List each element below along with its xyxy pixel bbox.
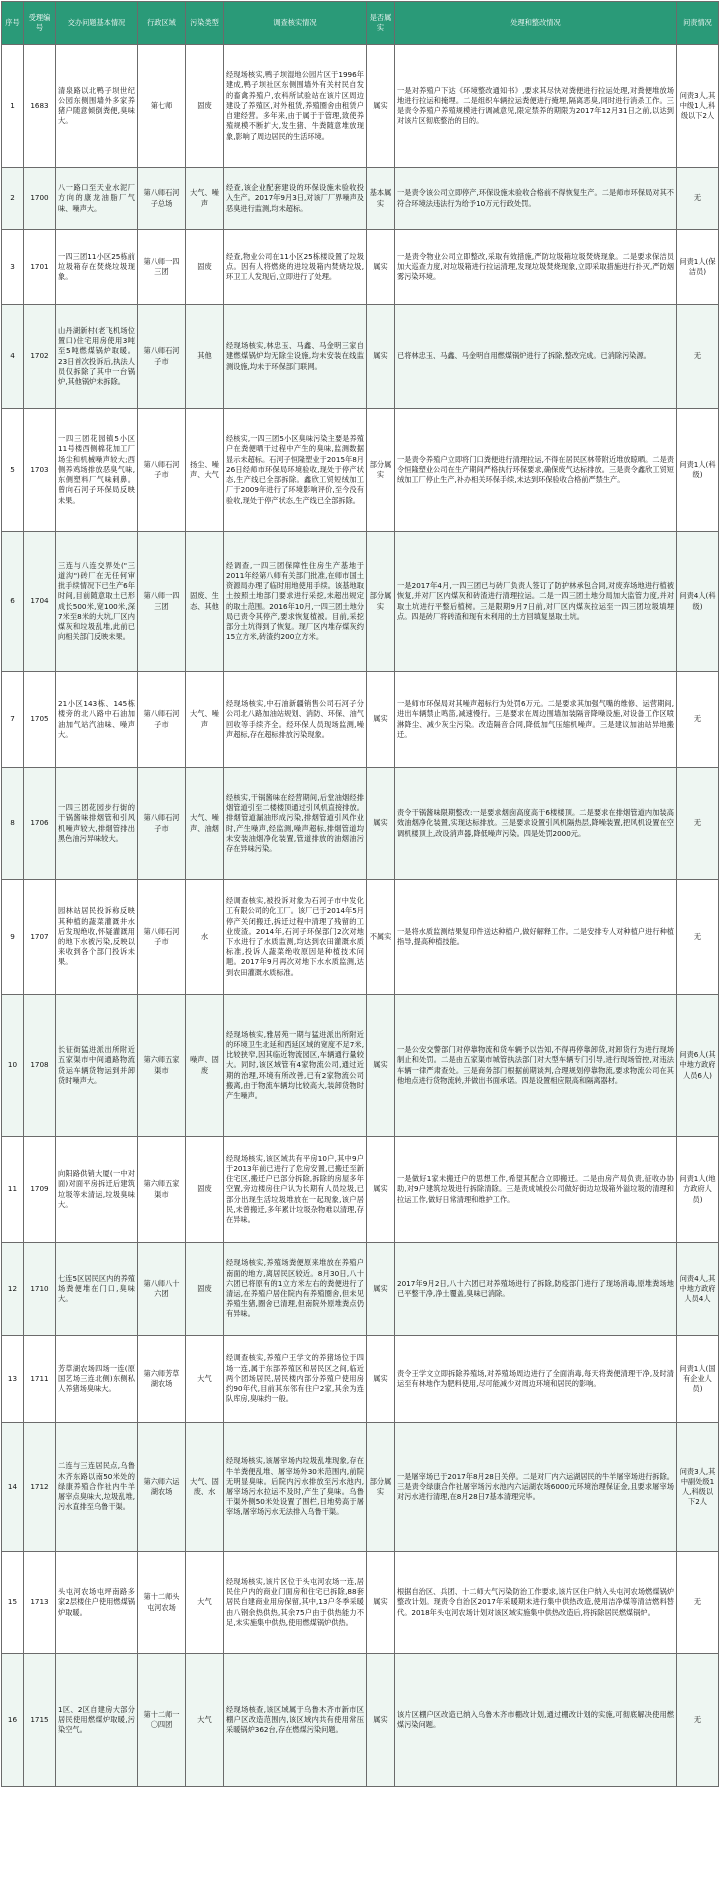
cell-account: 问责1人(科级) [677,409,719,532]
cell-region: 第八师一四三团 [138,230,186,305]
cell-verify: 经调查,一四三团保障性住房生产基地于2011年经第八师有关部门批准,在师市国土资源局办理了临时用地使用手续。该基地取土按照土地部门要求进行采挖,未超出规定的取土范围。2016年10月,一四三团土地分局已责令其停产,要求恢复植被。目前,采挖部分土坑得到了恢复。现厂区内堆存煤灰约15立方米,砖渣约200立方米。 [224,532,367,672]
cell-verify: 经查,该企业配套建设的环保设施未验收投入生产。2017年9月3日,对该厂厂界噪声及恶臭进行监测,均未超标。 [224,168,367,230]
cell-issue: 一四三团花园步行街的干锅酱味排烟管和引风机噪声较大,排烟管排出黑色油污异味较大。 [56,768,138,880]
cell-fact: 基本属实 [367,168,395,230]
cell-no: 2 [2,168,24,230]
table-row [2,1654,719,1787]
cell-type: 固废 [186,230,224,305]
header-region: 行政区域 [138,2,186,45]
cell-verify: 经现场核实,该区域共有平房10户,其中9户于2013年前已进行了危房安置,已搬迁至新住宅区,搬迁户已部分拆除,拆除的房屋多年空置,旁边楼房住户认为长期有人员垃圾,已部分出现生活垃圾堆放在一起现象,该户居民,未曾搬迁,多年累计垃圾杂物难以清理,存在异味。 [224,1137,367,1243]
cell-verify: 经调查核实,被投诉对象为石河子市中发化工有限公司的化工厂。该厂已于2014年5月停产关闭搬迁,拆迁过程中清理了残留的工业废渣。2014年,石河子环保部门2次对地下水进行了水质监测,均达到农田灌溉水质标准,投诉人蔬菜绝收原因是种植技术问题。2017年9月再次对地下水水质监测,达到农田灌溉水质标准。 [224,880,367,995]
cell-handling: 一是2017年4月,一四三团已与砖厂负责人签订了防护林承包合同,对废弃场地进行植被恢复,并对厂区内煤灰和砖渣进行清理拉运。二是一四三团土地分局加大监管力度,并对取土坑进行平整后植树。三是限期9月7日前,对厂区内煤灰拉运至一四三团垃圾填埋点。四是砖厂将砖渣和现有未利用的土方回填复垦取土坑。 [395,532,677,672]
cell-no: 14 [2,1423,24,1552]
cell-code: 1700 [24,168,56,230]
cell-account: 问责1人(保洁员) [677,230,719,305]
table-row [2,45,719,168]
cell-region: 第八师八十六团 [138,1243,186,1336]
cell-region: 第八师一四三团 [138,532,186,672]
cell-verify: 经现场核实,雅居苑一期与猛进派出所附近的环境卫生北延和西延区域的宽度不足7米,比较狭窄,因其临近物流园区,车辆通行量较大。同时,该区域管有4家物流公司,通过近期的治理,环境有所改善,已有2家物流公司搬离,由于物流车辆均比较高大,装卸货物时产生噪声。 [224,995,367,1137]
cell-verify: 经现场核实,鸭子坝湿地公园片区于1996年建成,鸭子坝社区东侧围墙外有关村民自发的畜禽养殖户,农科所试验站在该片区周边建设了养殖区,对外租赁,养殖圈舍由租赁户自建经营。多年来,由于属于于管理,致使养殖规模不断扩大,发生猪、牛粪随意堆放现象,影响了周边居民的生活环境。 [224,45,367,168]
cell-issue: 园林站居民投诉称反映其种植的蔬菜灌溉井水后发现绝收,怀疑灌溉用的地下水被污染,反映以来收到各个部门投诉未果。 [56,880,138,995]
cell-fact: 属实 [367,1243,395,1336]
cell-account: 无 [677,768,719,880]
cell-account: 问责3人,其中级1人,科级以下2人 [677,45,719,168]
cell-account: 无 [677,880,719,995]
cell-issue: 七连5区居民区内的养殖场粪便堆在门口,臭味大。 [56,1243,138,1336]
cell-handling: 一是屠宰场已于2017年8月28日关停。二是对厂内六运湖居民的牛羊屠宰场进行拆除。三是责令绿康合作社屠宰场污水池内六运湖农场6000元环境治理保证金,且要求屠宰场对污水进行清理,在8月28日7基本清理完毕。 [395,1423,677,1552]
cell-verify: 经现场核实,林忠玉、马鑫、马金明三家自建燃煤锅炉均无除尘设施,均未安装在线监测设施,均未于环保部门联网。 [224,305,367,409]
cell-account: 问责4人(科级) [677,532,719,672]
cell-code: 1712 [24,1423,56,1552]
cell-issue: 长征街猛进派出所附近五家渠市中间通路物流货运车辆货物运到并卸货时噪声大。 [56,995,138,1137]
cell-code: 1707 [24,880,56,995]
cell-code: 1706 [24,768,56,880]
cell-fact: 属实 [367,1336,395,1423]
cell-type: 噪声、固废 [186,995,224,1137]
cell-no: 11 [2,1137,24,1243]
cell-type: 水 [186,880,224,995]
cell-issue: 头屯河农场屯坪南路多家2层楼住户使用燃煤锅炉取暖。 [56,1552,138,1654]
cell-handling: 责令王学文立即拆除养殖场,对养殖场周边进行了全面消毒,每天将粪便清理干净,及时清运至有林地作为肥料使用,尽可能减少对周边环境和居民的影响。 [395,1336,677,1423]
cell-handling: 一是责令物业公司立即整改,采取有效措施,严防垃圾箱垃圾焚烧现象。二是要求保洁员加大巡查力度,对垃圾箱进行拉运清理,发现垃圾焚烧现象,立即采取措施进行扑灭,严防烟雾污染环境。 [395,230,677,305]
cell-account: 无 [677,168,719,230]
cell-handling: 已将林忠玉、马鑫、马金明自用燃煤锅炉进行了拆除,整改完成。已消除污染源。 [395,305,677,409]
cell-type: 大气、固废、水 [186,1423,224,1552]
table-row [2,168,719,230]
cell-region: 第六师芳草湖农场 [138,1336,186,1423]
header-account: 问责情况 [677,2,719,45]
cell-fact: 属实 [367,1654,395,1787]
cell-account: 问责6人(其中地方政府人员6人) [677,995,719,1137]
cell-type: 大气 [186,1654,224,1787]
cell-code: 1704 [24,532,56,672]
cell-type: 固废 [186,1137,224,1243]
cell-region: 第八师石河子市 [138,409,186,532]
cell-issue: 清泉路以北鸭子坝世纪公园东侧围墙外多家养猪户随意倾倒粪便,臭味大。 [56,45,138,168]
cell-issue: 八一路口至天业水泥厂方向的康龙油脂厂气味、噪声大。 [56,168,138,230]
cell-no: 7 [2,672,24,768]
cell-no: 5 [2,409,24,532]
table-row [2,880,719,995]
cell-handling: 一是做好1家未搬迁户的思想工作,希望其配合立即搬迁。二是由房产局负责,征收办协助,对9户建筑垃圾进行拆除清除。三是责成城投公司做好街边垃圾箱外溢垃圾的清理和拉运工作,做好日常清理和维护工作。 [395,1137,677,1243]
cell-code: 1710 [24,1243,56,1336]
cell-handling: 根据自治区、兵团、十二师大气污染防治工作要求,该片区住户纳入头屯河农场燃煤锅炉整改计划。现责令自治区2017年采暖期未进行集中供热改造,使用洁净煤等清洁燃料替代。2018年头屯河农场计划对该区域实施集中供热改造后,将拆除居民燃煤锅炉。 [395,1552,677,1654]
table-row [2,1552,719,1654]
cell-verify: 经调查核实,养殖户王学文的养猪场位于四场一连,属于东部养殖区和居民区之间,临近两个团场居民,居民楼内部分养殖户使用房约90年代,目前其东邻有住户2家,其余为连队库房,臭味约一般。 [224,1336,367,1423]
cell-issue: 一四三团11小区25栋前垃圾箱存在焚烧垃圾现象。 [56,230,138,305]
cell-fact: 属实 [367,672,395,768]
cell-code: 1683 [24,45,56,168]
table-row [2,768,719,880]
table-row [2,532,719,672]
cell-no: 10 [2,995,24,1137]
cell-issue: 山丹湖新村(老飞机场位置口)住宅用房使用3吨至5吨燃煤锅炉取暖。23日首次投诉后,执法人员仅拆除了其中一台锅炉,其他锅炉未拆除。 [56,305,138,409]
cell-fact: 属实 [367,768,395,880]
cell-type: 其他 [186,305,224,409]
cell-account: 无 [677,305,719,409]
table-row [2,995,719,1137]
cell-handling: 一是公安交警部门对停靠物流和货车辆予以告知,不得再停靠卸货,对卸货行为进行现场制止和处罚。二是由五家渠市城管执法部门对大型车辆专门引导,进行现场管控,对违法车辆一律严肃查处。三是商务部门根据前期谈判,合理规划停靠物流,要求物流公司在其他地点进行货物流转,并做出书面承诺。四是设置相应限高和隔离器材。 [395,995,677,1137]
cell-region: 第八师石河子市 [138,305,186,409]
cell-fact: 属实 [367,45,395,168]
cell-code: 1705 [24,672,56,768]
cell-code: 1701 [24,230,56,305]
cell-account: 问责1人(地方政府人员) [677,1137,719,1243]
cell-code: 1702 [24,305,56,409]
cell-account: 无 [677,672,719,768]
cell-no: 16 [2,1654,24,1787]
table-row [2,1336,719,1423]
cell-no: 15 [2,1552,24,1654]
cell-fact: 部分属实 [367,1423,395,1552]
cell-fact: 部分属实 [367,409,395,532]
cell-account: 无 [677,1654,719,1787]
cell-fact: 属实 [367,995,395,1137]
cell-handling: 一是责令养殖户立即将门口粪便进行清理拉运,不得在居民区林带附近堆放晾晒。二是责令恒隆塑业公司在生产期间严格执行环保要求,确保废气达标排放。三是责令鑫欣工贸短绒加工厂停止生产,补办相关环保手续,未达到环保验收合格前严禁生产。 [395,409,677,532]
cell-verify: 经现场核实,该片区位于头屯河农场一连,居民住户内的商业门面房和住宅已拆除,88套居民自建商业用房保留,其中,13户冬季采暖由八钢余热供热,其余75户由于供热能力不足,未实施集中供热,使用燃煤锅炉供热。 [224,1552,367,1654]
cell-fact: 属实 [367,1137,395,1243]
complaint-table [1,1,719,1787]
header-type: 污染类型 [186,2,224,45]
cell-verify: 经现场核实,中石油新疆销售公司石河子分公司北八路加油站规划、消防、环保、油气回收等手续齐全。经环保人员现场监测,噪声超标,存在超标排放污染现象。 [224,672,367,768]
cell-code: 1708 [24,995,56,1137]
cell-no: 12 [2,1243,24,1336]
cell-issue: 21小区143栋、145栋楼旁的北八路中石油加油加气站汽油味、噪声大。 [56,672,138,768]
cell-fact: 属实 [367,305,395,409]
cell-no: 6 [2,532,24,672]
table-row [2,1423,719,1552]
cell-region: 第八师石河子市 [138,672,186,768]
cell-handling: 一是将水质监测结果复印件送达种植户,做好解释工作。二是安排专人对种植户进行种植指导,提高种植技能。 [395,880,677,995]
cell-no: 8 [2,768,24,880]
cell-region: 第八师石河子总场 [138,168,186,230]
cell-no: 9 [2,880,24,995]
cell-fact: 不属实 [367,880,395,995]
cell-handling: 责令干锅酱味限期整改:一是要求烟囱高度高于6楼楼顶。二是要求在排烟管道内加装高效油烟净化装置,实现达标排放。三是要求设置引风机隔热层,降噪装置,把风机设置在空调机楼顶上,改设消声器,降低噪声污染。四是处罚2000元。 [395,768,677,880]
cell-account: 问责1人(国有企业人员) [677,1336,719,1423]
cell-issue: 一四三团花园镇5小区11号楼西侧棉花加工厂场尘和机械噪声较大;西侧养鸡场排放恶臭气味,东侧塑料厂气味刺鼻。曾向石河子环保局反映未果。 [56,409,138,532]
cell-region: 第十二师一〇四团 [138,1654,186,1787]
table-row [2,1243,719,1336]
cell-issue: 三连与八连交界处("三道沟")砖厂在无任何审批手续情况下已生产6年时间,目前随意取土已形成长500米,宽100米,深7米至8米的大坑,厂区内煤灰和垃圾乱堆,此前已向相关部门反映未果。 [56,532,138,672]
cell-region: 第七师 [138,45,186,168]
cell-type: 大气 [186,1552,224,1654]
cell-code: 1711 [24,1336,56,1423]
cell-verify: 经现场核查,该区域属于乌鲁木齐市新市区棚户区改造范围内,该区域内共有使用常压采暖锅炉362台,存在燃煤污染问题。 [224,1654,367,1787]
table-row [2,672,719,768]
cell-verify: 经查,物业公司在11小区25栋楼设置了垃圾点。因有人将燃烧的进垃圾箱内焚烧垃圾,环卫工人发现后,立即进行了处理。 [224,230,367,305]
cell-issue: 二连与三连居民点,乌鲁木齐东路以南50米处的绿康养殖合作社内牛羊屠宰点臭味大,垃圾乱堆,污水直排至乌鲁干渠。 [56,1423,138,1552]
table-row [2,230,719,305]
cell-issue: 向阳路供销大厦(一中对面)对面平房拆迁后建筑垃圾等未清运,垃圾臭味大。 [56,1137,138,1243]
header-handling: 处理和整改情况 [395,2,677,45]
header-verify: 调查核实情况 [224,2,367,45]
cell-no: 13 [2,1336,24,1423]
cell-verify: 经现场核实,该屠宰场内垃圾乱堆现象,存在牛羊粪便乱堆、屠宰场外30米范围内,前院无明显臭味。后院内污水排放至污水池内,屠宰场污水拉运不及时,产生了臭味。乌鲁干渠外侧50米处设置了围栏,日地势高于屠宰场,屠宰场污水无法排入乌鲁干渠。 [224,1423,367,1552]
cell-account: 问责4人,其中地方政府人员4人 [677,1243,719,1336]
header-no: 序号 [2,2,24,45]
header-fact: 是否属实 [367,2,395,45]
cell-code: 1709 [24,1137,56,1243]
table-row [2,409,719,532]
cell-no: 4 [2,305,24,409]
cell-region: 第十二师头屯河农场 [138,1552,186,1654]
cell-verify: 经核实,干锅酱味在经营期间,后堂油烟经排烟管道引至二楼楼顶通过引风机直接排放。排烟管道漏油形成污染,排烟管道引风作业时,产生噪声,经监测,噪声超标,排烟管道均未安装油烟净化装置,管道排放的油烟油污存在异味污染。 [224,768,367,880]
cell-verify: 经现场核实,养殖场粪便原来堆放在养殖户南面的地方,离居民区较近。8月30日,八十六团已将原有的1立方米左右的粪便进行了清运,在养殖户居住院内有养殖圈舍,但未见养殖生猪,圈舍已清理,但南院外原堆粪点仍有异味。 [224,1243,367,1336]
cell-issue: 芳草湖农场四场一连(原国艺场三连北侧)东侧私人养猪场臭味大。 [56,1336,138,1423]
cell-type: 大气、噪声、油烟 [186,768,224,880]
cell-handling: 一是责令该公司立即停产,环保设施未验收合格前不得恢复生产。二是师市环保局对其不符合环境法违法行为给予10万元行政处罚。 [395,168,677,230]
header-code: 受理编号 [24,2,56,45]
cell-region: 第八师石河子市 [138,880,186,995]
header-issue: 交办问题基本情况 [56,2,138,45]
cell-type: 固废 [186,45,224,168]
cell-no: 3 [2,230,24,305]
cell-type: 扬尘、噪声、大气 [186,409,224,532]
table-row [2,305,719,409]
cell-type: 大气、噪声 [186,672,224,768]
cell-type: 固废 [186,1243,224,1336]
cell-code: 1703 [24,409,56,532]
cell-code: 1713 [24,1552,56,1654]
cell-type: 固废、生态、其他 [186,532,224,672]
cell-handling: 2017年9月2日,八十六团已对养殖场进行了拆除,防疫部门进行了现场消毒,原堆粪场地已平整干净,净土覆盖,臭味已消除。 [395,1243,677,1336]
cell-region: 第八师石河子市 [138,768,186,880]
cell-code: 1715 [24,1654,56,1787]
cell-region: 第六师五家渠市 [138,995,186,1137]
cell-type: 大气 [186,1336,224,1423]
cell-issue: 1区、2区自建房大部分居民使用燃煤炉取暖,污染空气。 [56,1654,138,1787]
table-row [2,1137,719,1243]
cell-handling: 一是师市环保局对其噪声超标行为处罚6万元。二是要求其加强气嘴的维修、运营期间,进出车辆禁止鸣笛,减速慢行。三是要求在周边围墙加装隔音降噪设施,对设备工作区喷淋降尘、减少灰尘污染。改造隔音合同,降低加气压缩机噪声。三是建议加油站异地搬迁。 [395,672,677,768]
cell-handling: 该片区棚户区改造已纳入乌鲁木齐市棚改计划,通过棚改计划的实施,可彻底解决使用燃煤污染问题。 [395,1654,677,1787]
cell-handling: 一是对养殖户下达《环境整改通知书》,要求其尽快对粪便进行拉运处理,对粪便堆放场地进行拉运和掩埋。二是组织车辆拉运粪便进行掩埋,隔离恶臭,同时进行消杀工作。三是责令养殖户养殖规模进行调减意见,限定禁养的期限为2017年12月31日之前,以达到对该片区彻底整治的目的。 [395,45,677,168]
cell-region: 第六师五家渠市 [138,1137,186,1243]
cell-region: 第六师六运湖农场 [138,1423,186,1552]
cell-no: 1 [2,45,24,168]
cell-fact: 部分属实 [367,532,395,672]
cell-account: 问责3人,其中副处级1人,科级以下2人 [677,1423,719,1552]
cell-type: 大气、噪声 [186,168,224,230]
cell-account: 无 [677,1552,719,1654]
cell-verify: 经核实,一四三团5小区臭味污染主要是养殖户在粪便晒干过程中产生的臭味,监测数据显示未超标。石河子恒隆塑业于2015年8月26日经师市环保局环境验收,现处于停产状态,生产线已全部拆除。鑫欣工贸短绒加工厂于2009年进行了环境影响评价,至今没有验收,现处于停产状态,生产线已全部拆除。 [224,409,367,532]
cell-fact: 属实 [367,230,395,305]
table-header-row [2,2,719,45]
cell-fact: 属实 [367,1552,395,1654]
